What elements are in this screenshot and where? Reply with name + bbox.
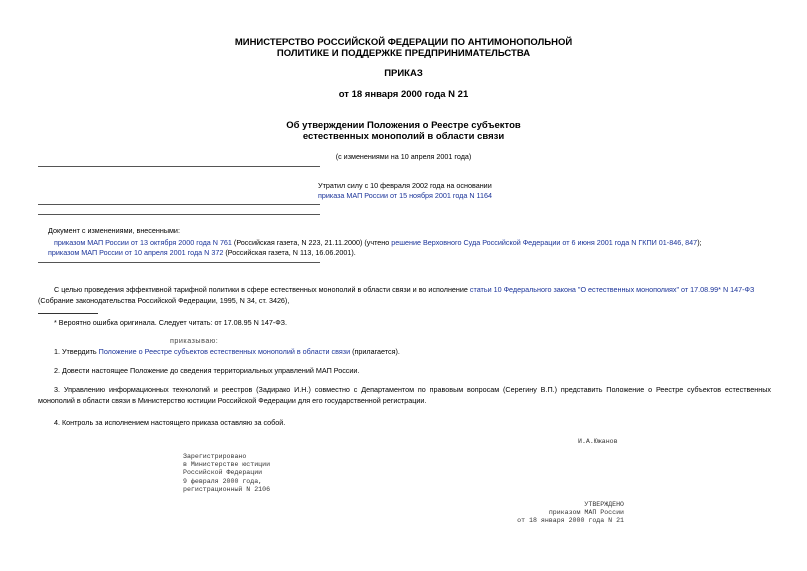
regulation-link[interactable]: Положение о Реестре субъектов естественных монополий в области связи [98,347,351,356]
divider [38,166,320,167]
preamble-line1 [54,285,754,294]
order-item-2: 2. Довести настоящее Положение до сведения территориальных управлений МАП России. [54,366,360,375]
divider [38,262,320,263]
supreme-court-decision-link[interactable]: решение Верховного Суда Российской Федерации от 6 июня 2001 года N ГКПИ 01-846, 847 [391,238,698,247]
changes-item-1-text: (Российская газета, N 223, 21.11.2000) (учтено [231,238,392,247]
document-date-number: от 18 января 2000 года N 21 [338,89,469,100]
changes-item-1-end: ); [697,238,702,247]
approval-stamp: УТВЕРЖДЕНО приказом МАП России от 18 января 2000 года N 21 [517,501,624,525]
order-item-3: 3. Управлению информационных технологий и реестров (Задирако И.Н.) совместно с Департаментом по правовым вопросам (Серегину В.П.) представить Положение о Реестре субъектов естественных монополий в области связи в Министерство юстиции Российской Федерации для его государственной регистрации. [38,385,771,405]
document-subject-line2: естественных монополий в области связи [302,131,505,142]
amendment-note: (с изменениями на 10 апреля 2001 года) [335,152,472,161]
repeal-order-link[interactable]: приказа МАП России от 15 ноября 2001 года N 1164 [318,191,492,200]
order-item-4: 4. Контроль за исполнением настоящего приказа оставляю за собой. [54,418,286,427]
footnote-divider [38,313,98,314]
preamble-text: С целью проведения эффективной тарифной политики в сфере естественных монополий в области связи и во исполнение [54,285,470,294]
ministry-name-line2: ПОЛИТИКЕ И ПОДДЕРЖКЕ ПРЕДПРИНИМАТЕЛЬСТВА [276,48,531,59]
changes-item-2 [48,248,356,257]
amending-order-372-link[interactable]: приказом МАП России от 10 апреля 2001 года N 372 [48,248,224,257]
order-item-1-text: 1. Утвердить [54,347,99,356]
preamble-line2: (Собрание законодательства Российской Федерации, 1995, N 34, ст. 3426), [38,296,290,305]
amending-order-761-link[interactable]: приказом МАП России от 13 октября 2000 года N 761 [54,238,232,247]
divider [38,204,320,205]
order-item-1 [54,347,400,356]
status-line: Утратил силу с 10 февраля 2002 года на основании [318,181,492,190]
document-type: ПРИКАЗ [384,68,423,79]
footnote: * Вероятно ошибка оригинала. Следует читать: от 17.08.95 N 147-ФЗ. [54,318,288,327]
signature: И.А.Южанов [578,438,618,445]
divider [38,214,320,215]
changes-intro: Документ с изменениями, внесенными: [48,226,180,235]
registration-stamp: Зарегистрировано в Министерстве юстиции Российской Федерации 9 февраля 2000 года, регистрационный N 2106 [183,453,271,493]
document-subject-line1: Об утверждении Положения о Реестре субъектов [286,120,521,131]
order-item-1-end: (прилагается). [350,347,400,356]
order-word: приказываю: [170,336,219,345]
changes-item-1 [54,238,702,247]
ministry-name-line1: МИНИСТЕРСТВО РОССИЙСКОЙ ФЕДЕРАЦИИ ПО АНТИМОНОПОЛЬНОЙ [234,37,573,48]
federal-law-article-link[interactable]: статьи 10 Федерального закона "О естественных монополиях" от 17.08.99* N 147-ФЗ [469,285,755,294]
changes-item-2-text: (Российская газета, N 113, 16.06.2001). [223,248,356,257]
